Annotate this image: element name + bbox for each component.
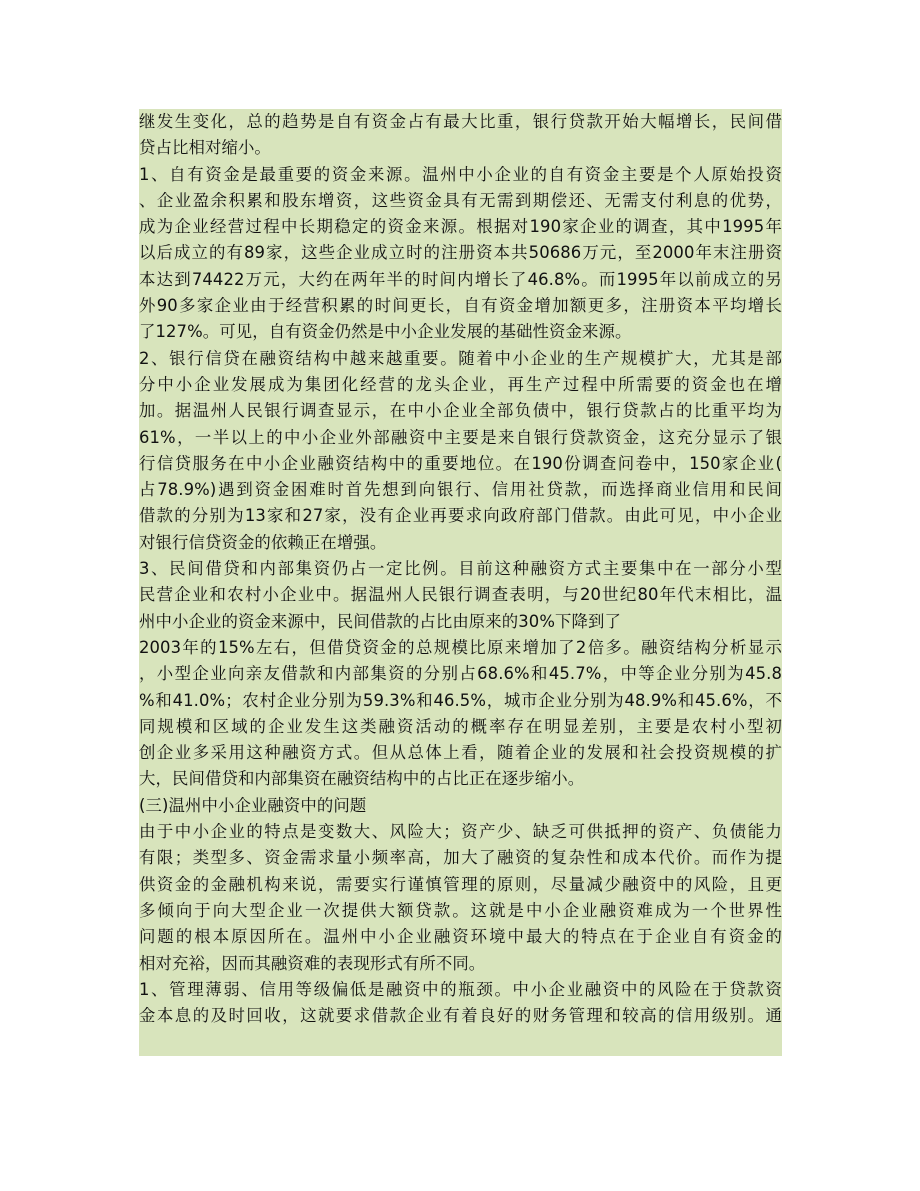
text-line: 以后成立的有89家，这些企业成立时的注册资本共50686万元，至2000年末注册资: [139, 243, 782, 263]
text-line: 行信贷服务在中小企业融资结构中的重要地位。在190份调查问卷中，150家企业(: [139, 453, 782, 473]
text-line: (三)温州中小企业融资中的问题: [139, 795, 367, 815]
text-line: 对银行信贷资金的依赖正在增强。: [139, 532, 387, 552]
text-line: 同规模和区域的企业发生这类融资活动的概率存在明显差别，主要是农村小型初: [139, 716, 782, 736]
text-line: 民营企业和农村小企业中。据温州人民银行调查表明，与20世纪80年代末相比，温: [139, 585, 782, 605]
text-line: 外90多家企业由于经营积累的时间更长，自有资金增加额更多，注册资本平均增长: [139, 296, 782, 316]
text-line: 了127%。可见，自有资金仍然是中小企业发展的基础性资金来源。: [139, 322, 632, 342]
text-line: %和41.0%；农村企业分别为59.3%和46.5%，城市企业分别为48.9%和45.6%，不: [139, 690, 782, 710]
text-line: 由于中小企业的特点是变数大、风险大；资产少、缺乏可供抵押的资产、负债能力: [139, 822, 782, 842]
text-line: 多倾向于向大型企业一次提供大额贷款。这就是中小企业融资难成为一个世界性: [139, 900, 782, 920]
text-line: 问题的根本原因所在。温州中小企业融资环境中最大的特点在于企业自有资金的: [139, 927, 782, 947]
text-line: 1、自有资金是最重要的资金来源。温州中小企业的自有资金主要是个人原始投资: [139, 164, 782, 184]
text-line: 大，民间借贷和内部集资在融资结构中的占比正在逐步缩小。: [139, 769, 585, 789]
text-line: 相对充裕，因而其融资难的表现形式有所不同。: [139, 953, 486, 973]
text-line: 金本息的及时回收，这就要求借款企业有着良好的财务管理和较高的信用级别。通: [139, 1006, 782, 1026]
text-line: 加。据温州人民银行调查显示，在中小企业全部负债中，银行贷款占的比重平均为: [139, 401, 782, 421]
text-line: 州中小企业的资金来源中，民间借款的占比由原来的30%下降到了: [139, 611, 621, 631]
document-text-block: [139, 109, 782, 1056]
text-line: 2、银行信贷在融资结构中越来越重要。随着中小企业的生产规模扩大，尤其是部: [139, 348, 782, 368]
text-line: 有限；类型多、资金需求量小频率高，加大了融资的复杂性和成本代价。而作为提: [139, 848, 782, 868]
text-line: 供资金的金融机构来说，需要实行谨慎管理的原则，尽量减少融资中的风险，且更: [139, 874, 782, 894]
text-line: 贷占比相对缩小。: [139, 138, 271, 158]
text-line: 、企业盈余积累和股东增资，这些资金具有无需到期偿还、无需支付利息的优势，: [139, 190, 782, 210]
text-line: 61%，一半以上的中小企业外部融资中主要是来自银行贷款资金，这充分显示了银: [139, 427, 782, 447]
text-line: 分中小企业发展成为集团化经营的龙头企业，再生产过程中所需要的资金也在增: [139, 374, 782, 394]
text-line: ，小型企业向亲友借款和内部集资的分别占68.6%和45.7%，中等企业分别为45.8: [139, 664, 782, 684]
text-line: 创企业多采用这种融资方式。但从总体上看，随着企业的发展和社会投资规模的扩: [139, 743, 782, 763]
text-line: 1、管理薄弱、信用等级偏低是融资中的瓶颈。中小企业融资中的风险在于贷款资: [139, 979, 782, 999]
text-line: 2003年的15%左右，但借贷资金的总规模比原来增加了2倍多。融资结构分析显示: [139, 637, 782, 657]
text-line: 占78.9%)遇到资金困难时首先想到向银行、信用社贷款，而选择商业信用和民间: [139, 480, 782, 500]
text-line: 本达到74422万元，大约在两年半的时间内增长了46.8%。而1995年以前成立的另: [139, 269, 782, 289]
text-line: 借款的分别为13家和27家，没有企业再要求向政府部门借款。由此可见，中小企业: [139, 506, 782, 526]
text-line: 继发生变化，总的趋势是自有资金占有最大比重，银行贷款开始大幅增长，民间借: [139, 112, 782, 131]
text-line: 成为企业经营过程中长期稳定的资金来源。根据对190家企业的调查，其中1995年: [139, 217, 782, 237]
text-line: 3、民间借贷和内部集资仍占一定比例。目前这种融资方式主要集中在一部分小型: [139, 559, 782, 579]
